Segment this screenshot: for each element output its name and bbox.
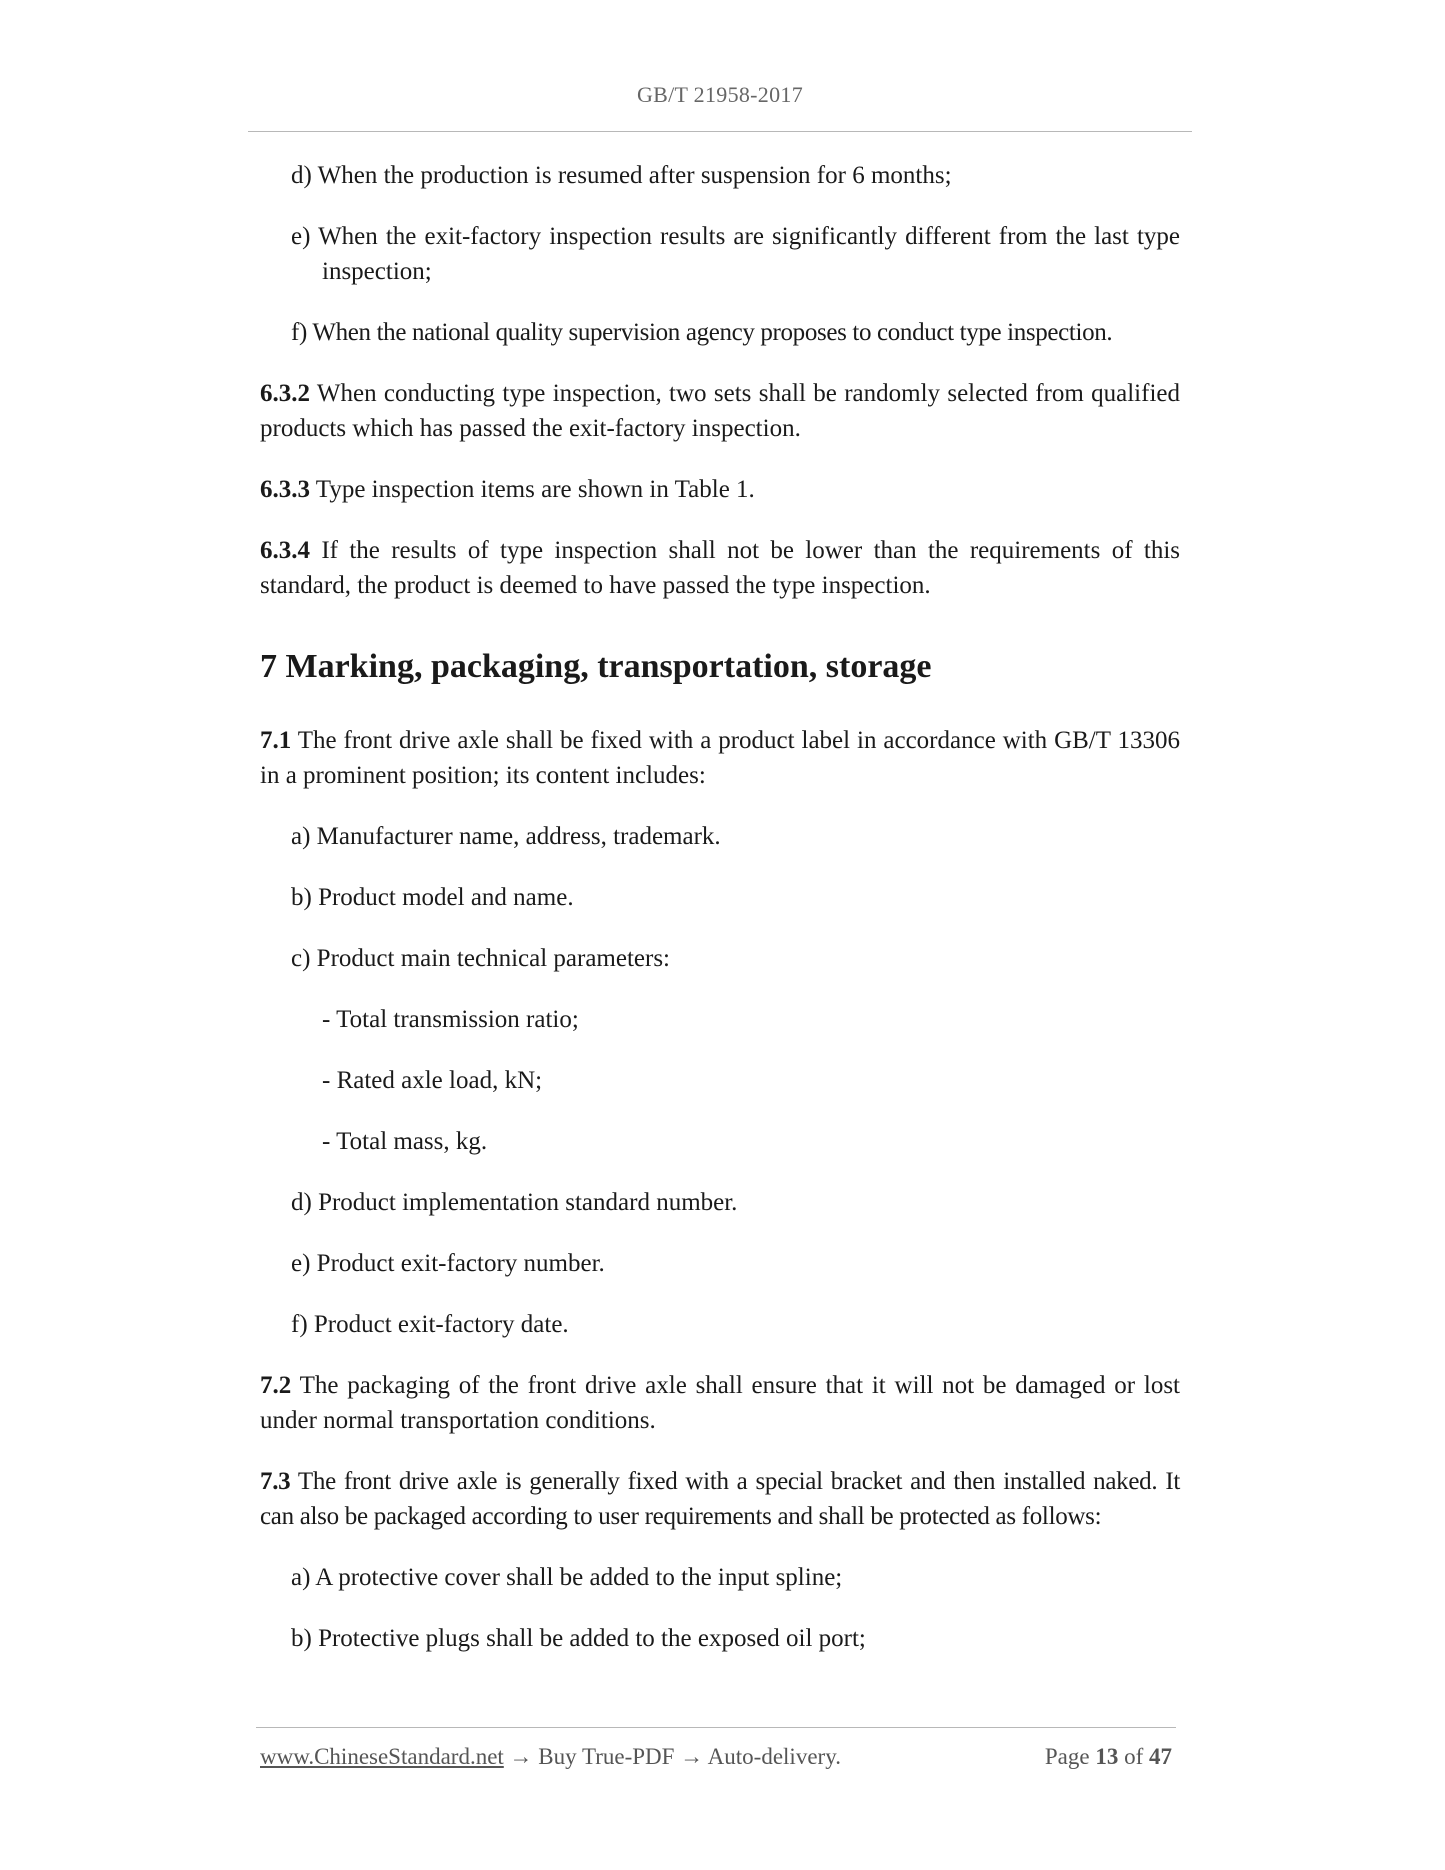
sub-list-item: - Total mass, kg. — [322, 1128, 488, 1155]
clause-number: 6.3.4 — [260, 537, 310, 564]
page-of-label: of — [1118, 1744, 1149, 1769]
document-code: GB/T 21958-2017 — [636, 82, 804, 107]
list-item: b) Product model and name. — [291, 884, 574, 911]
clause-text: If the results of type inspection shall not be lower than the requirements of this standard, the product is deemed to have passed the type inspection. — [260, 537, 1180, 599]
list-item-f: f) When the national quality supervision agency proposes to conduct type inspection. — [291, 319, 1113, 346]
clause-number: 6.3.3 — [260, 476, 310, 503]
arrow-icon: → — [503, 1744, 539, 1769]
clause-text: The front drive axle shall be fixed with a product label in accordance with GB/T 13306 in a prominent position; its content includes: — [260, 727, 1180, 789]
section-heading-7: 7 Marking, packaging, transportation, storage — [260, 648, 932, 685]
site-link[interactable]: www.ChineseStandard.net — [260, 1744, 504, 1769]
total-pages: 47 — [1149, 1744, 1172, 1769]
list-item: d) Product implementation standard number. — [291, 1189, 738, 1216]
current-page: 13 — [1095, 1744, 1119, 1769]
page-label: Page — [1044, 1744, 1096, 1769]
clause-text: The front drive axle is generally fixed with a special bracket and then installed naked. It can also be packaged according to user requirements and shall be protected as follows: — [260, 1468, 1180, 1530]
clause-text: Type inspection items are shown in Table 1. — [310, 476, 755, 503]
clause-6-3-2 — [260, 376, 1180, 446]
buy-pdf-text: Buy True-PDF — [538, 1744, 675, 1769]
header-divider — [248, 131, 1192, 132]
page-number — [1045, 1744, 1172, 1770]
list-item-d: d) When the production is resumed after suspension for 6 months; — [291, 162, 952, 189]
document-body — [260, 158, 1180, 1682]
list-item: e) Product exit-factory number. — [291, 1250, 605, 1277]
list-item: c) Product main technical parameters: — [291, 945, 671, 972]
clause-text: The packaging of the front drive axle shall ensure that it will not be damaged or lost under normal transportation conditions. — [260, 1372, 1180, 1434]
footer-promo — [260, 1744, 841, 1770]
list-item: b) Protective plugs shall be added to the exposed oil port; — [291, 1625, 866, 1652]
clause-number: 6.3.2 — [260, 380, 310, 407]
page-header — [248, 82, 1192, 108]
clause-number: 7.1 — [260, 727, 292, 754]
clause-text: When conducting type inspection, two sets shall be randomly selected from qualified products which has passed the exit-factory inspection. — [260, 380, 1180, 442]
clause-number: 7.2 — [260, 1372, 292, 1399]
sub-list-item: - Total transmission ratio; — [322, 1006, 579, 1033]
list-item: a) Manufacturer name, address, trademark. — [291, 823, 721, 850]
list-item: a) A protective cover shall be added to the input spline; — [291, 1564, 843, 1591]
auto-delivery-text: Auto-delivery. — [707, 1744, 841, 1769]
footer-divider — [256, 1727, 1176, 1728]
clause-7-2 — [260, 1368, 1180, 1438]
sub-list-item: - Rated axle load, kN; — [322, 1067, 543, 1094]
clause-6-3-3 — [260, 472, 1180, 507]
arrow-icon: → — [674, 1744, 708, 1769]
list-item: f) Product exit-factory date. — [291, 1311, 569, 1338]
clause-7-3 — [260, 1464, 1180, 1534]
clause-7-1 — [260, 723, 1180, 793]
list-item-e: e) When the exit-factory inspection results are significantly different from the last type inspection; — [291, 223, 1180, 285]
clause-number: 7.3 — [260, 1468, 291, 1495]
clause-6-3-4 — [260, 533, 1180, 603]
